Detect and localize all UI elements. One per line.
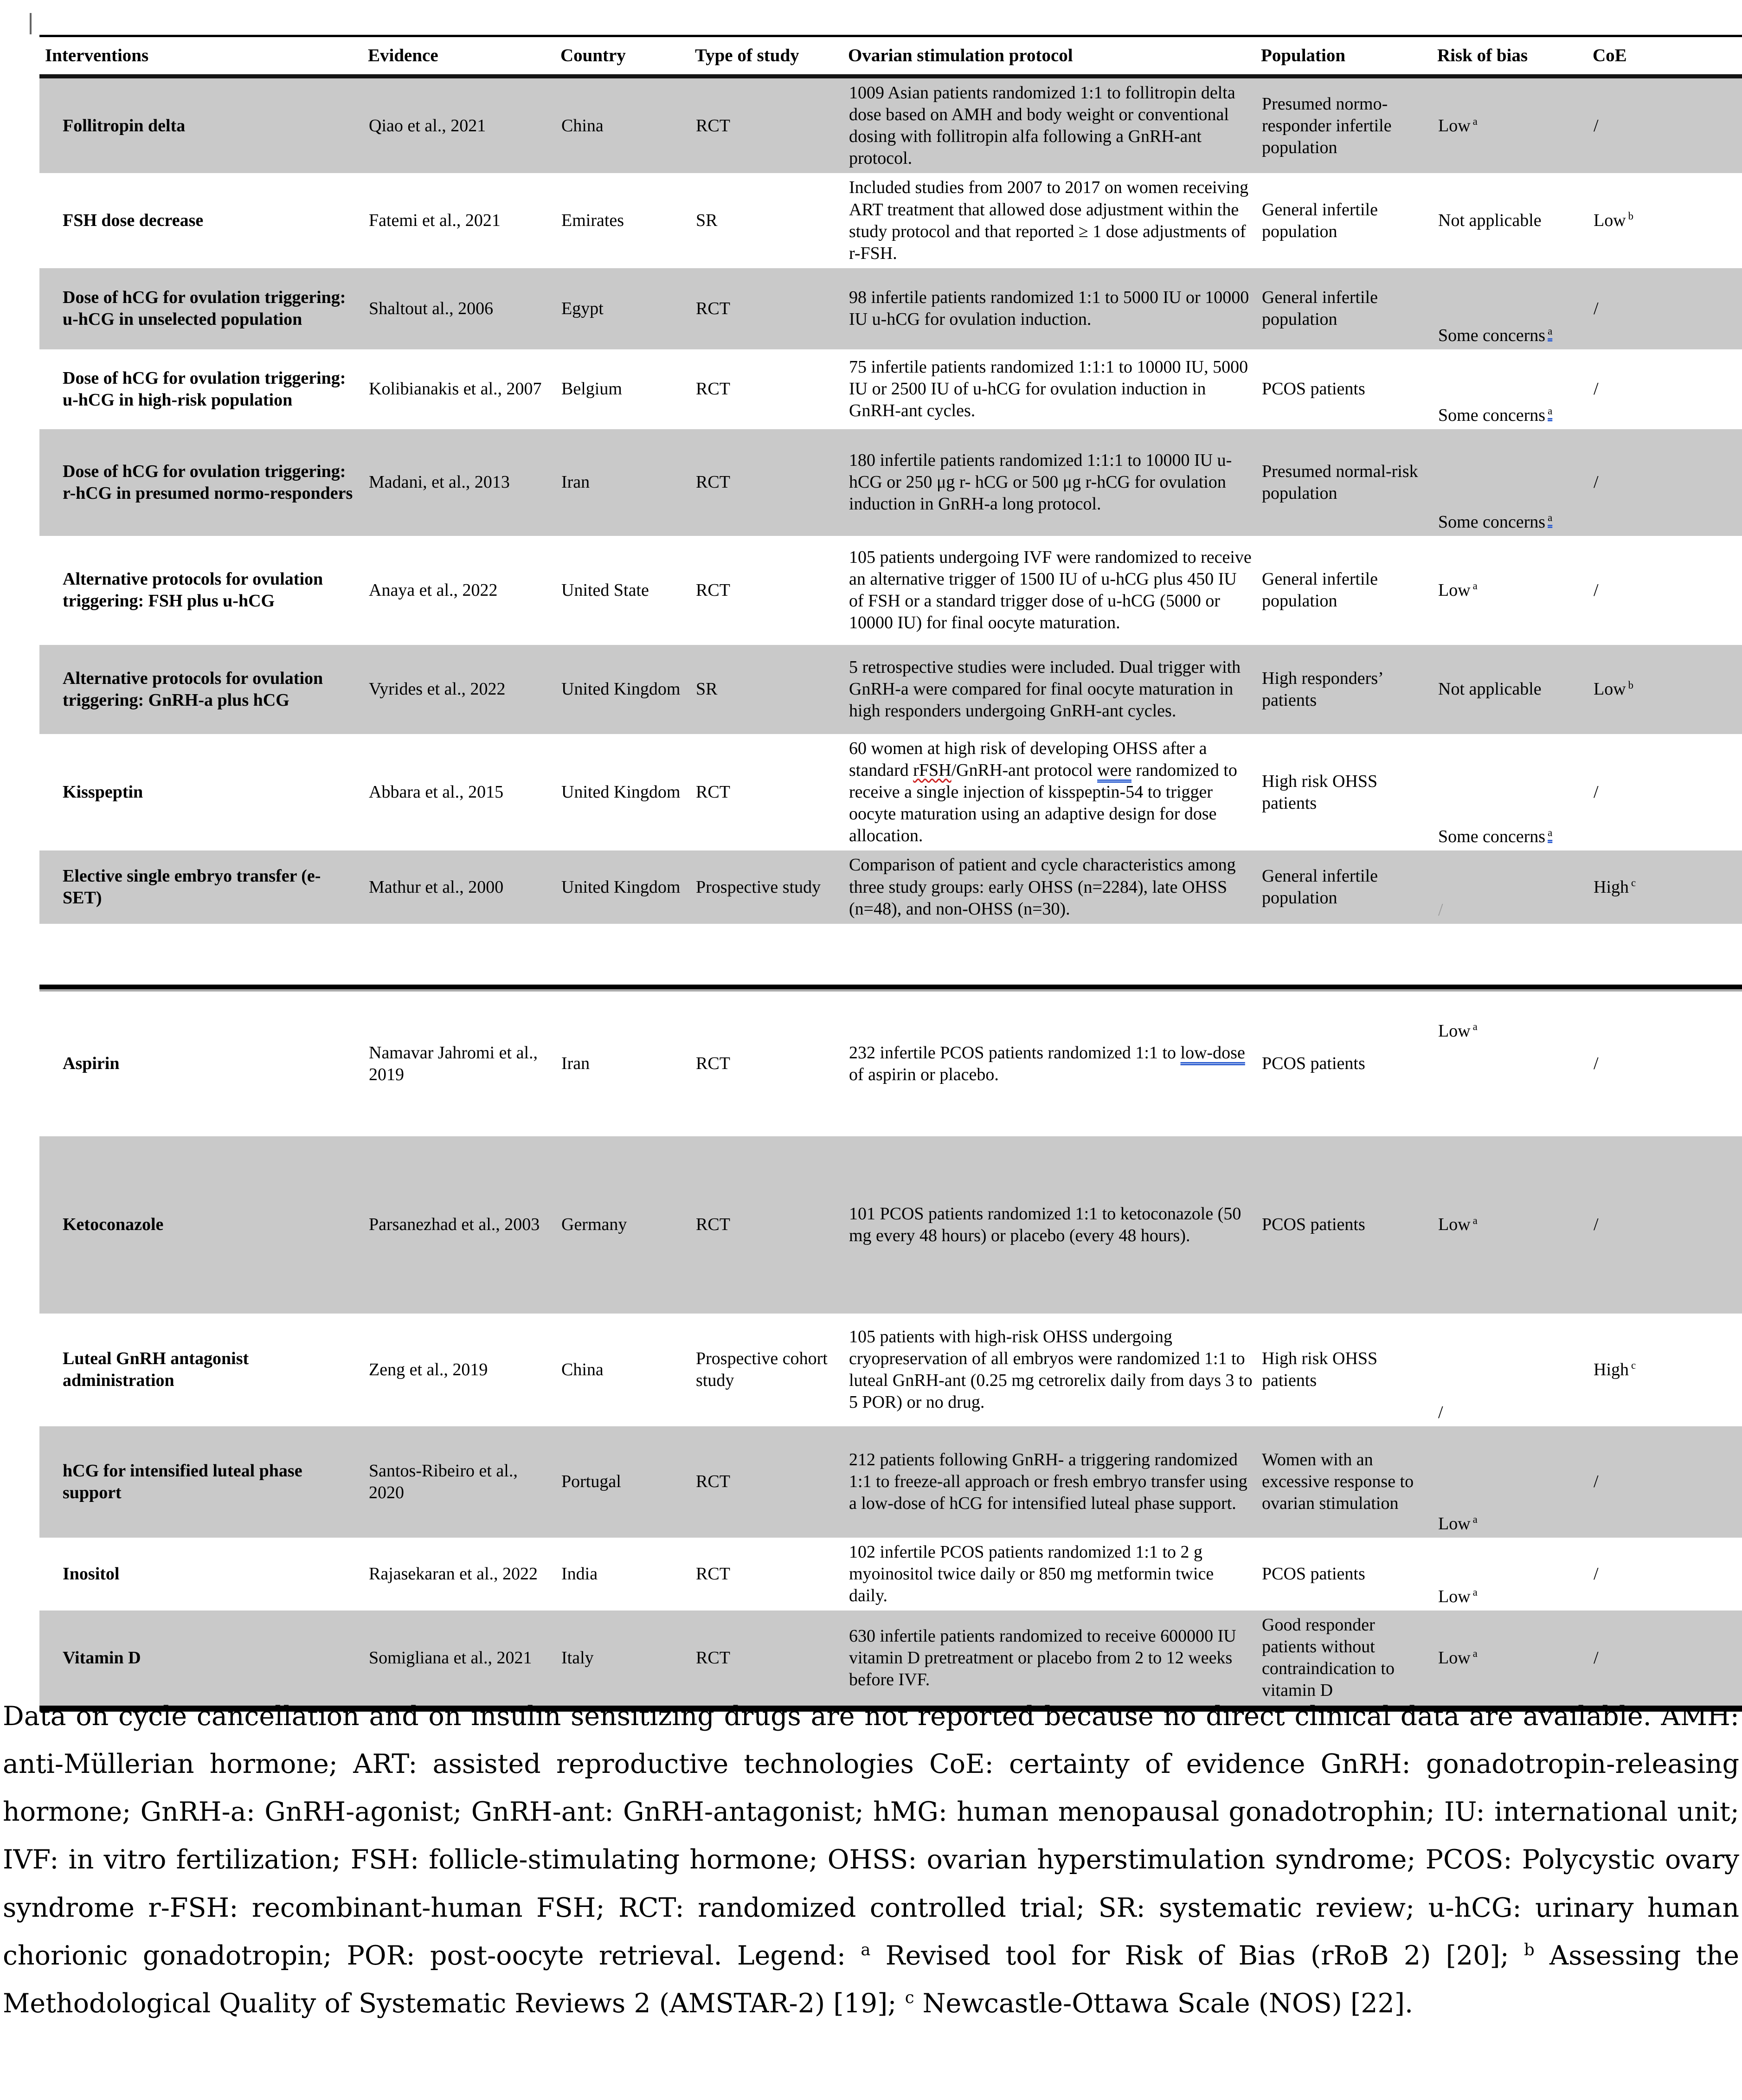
evidence-cell: Vyrides et al., 2022 bbox=[369, 679, 506, 699]
protocol-cell: 5 retrospective studies were included. Dual trigger with GnRH-a were compared for final oocyte maturation in high responders undergoing GnRH-ant cycles. bbox=[849, 657, 1241, 721]
protocol-cell: Comparison of patient and cycle characteristics among three study groups: early OHSS (n=2284), late OHSS (n=48), and non-OHSS (n=30). bbox=[849, 855, 1236, 919]
protocol-cell: 60 women at high risk of developing OHSS after a standard rFSH/GnRH-ant protocol were randomized to receive a single injection of kisspeptin-54 to trigger oocyte maturation using an adaptive design for dose allocation. bbox=[849, 738, 1237, 846]
country-cell: Germany bbox=[561, 1215, 627, 1235]
evidence-cell: Somigliana et al., 2021 bbox=[369, 1648, 532, 1668]
population-cell: High risk OHSS patients bbox=[1262, 1349, 1378, 1391]
column-header-protocol: Ovarian stimulation protocol bbox=[848, 45, 1073, 65]
protocol-cell: 180 infertile patients randomized 1:1:1 to 10000 IU u-hCG or 250 μg r- hCG or 500 μg r-hCG for ovulation induction in GnRH-a long protocol. bbox=[849, 451, 1232, 514]
population-cell: High responders’ patients bbox=[1262, 668, 1382, 710]
table-section-divider bbox=[39, 985, 1742, 992]
coe-cell: / bbox=[1594, 379, 1599, 399]
study-type-cell: RCT bbox=[696, 1564, 730, 1584]
coe-cell: High $^c$ bbox=[1594, 1359, 1636, 1379]
risk-of-bias-cell: Low $^a$ bbox=[1438, 116, 1478, 135]
protocol-cell: 232 infertile PCOS patients randomized 1:1 to low-dose of aspirin or placebo. bbox=[849, 1043, 1245, 1084]
coe-cell: Low $^b$ bbox=[1594, 210, 1634, 231]
intervention-cell: Alternative protocols for ovulation triggering: FSH plus u-hCG bbox=[63, 569, 323, 611]
study-type-cell: RCT bbox=[696, 580, 730, 600]
study-type-cell: RCT bbox=[696, 379, 730, 399]
risk-of-bias-cell: Some concerns $^a$ bbox=[1438, 512, 1553, 532]
intervention-cell: Inositol bbox=[63, 1564, 120, 1584]
protocol-cell: 101 PCOS patients randomized 1:1 to ketoconazole (50 mg every 48 hours) or placebo (every 48 hours). bbox=[849, 1204, 1241, 1245]
table-row bbox=[39, 1136, 1742, 1314]
study-type-cell: RCT bbox=[696, 1648, 730, 1668]
table-row bbox=[39, 173, 1742, 268]
coe-cell: / bbox=[1594, 472, 1599, 492]
column-header-type-of-study: Type of study bbox=[695, 45, 799, 65]
coe-cell: / bbox=[1594, 1215, 1599, 1235]
country-cell: Egypt bbox=[561, 298, 604, 318]
evidence-cell: Madani, et al., 2013 bbox=[369, 472, 510, 492]
risk-of-bias-cell: Not applicable bbox=[1438, 211, 1542, 231]
country-cell: Italy bbox=[561, 1648, 594, 1668]
population-cell: Presumed normo-responder infertile population bbox=[1262, 94, 1392, 157]
evidence-cell: Mathur et al., 2000 bbox=[369, 877, 504, 897]
table-row bbox=[39, 734, 1742, 851]
protocol-cell: 102 infertile PCOS patients randomized 1:1 to 2 g myoinositol twice daily or 850 mg metformin twice daily. bbox=[849, 1542, 1214, 1605]
coe-cell: / bbox=[1594, 1054, 1599, 1074]
coe-cell: / bbox=[1594, 782, 1599, 802]
table-row bbox=[39, 1610, 1742, 1705]
intervention-cell: Ketoconazole bbox=[63, 1215, 164, 1235]
risk-of-bias-cell: Some concerns $^a$ bbox=[1438, 325, 1553, 345]
column-header-interventions: Interventions bbox=[45, 45, 149, 65]
coe-cell: / bbox=[1594, 1472, 1599, 1492]
intervention-name: Follitropin delta bbox=[63, 116, 186, 135]
intervention-cell: Kisspeptin bbox=[63, 782, 143, 802]
column-header-population: Population bbox=[1261, 45, 1346, 65]
table-row bbox=[39, 850, 1742, 923]
evidence-cell: Kolibianakis et al., 2007 bbox=[369, 379, 542, 399]
population-cell: General infertile population bbox=[1262, 866, 1378, 908]
column-header-coe: CoE bbox=[1593, 45, 1627, 65]
country-cell: Belgium bbox=[561, 379, 622, 399]
table-row bbox=[39, 992, 1742, 1136]
risk-of-bias-cell: Some concerns $^a$ bbox=[1438, 826, 1553, 847]
population-cell: Good responder patients without contraindication to vitamin D bbox=[1262, 1615, 1395, 1701]
risk-of-bias-cell: Not applicable bbox=[1438, 679, 1542, 699]
evidence-cell: Zeng et al., 2019 bbox=[369, 1359, 488, 1379]
table-row bbox=[39, 1426, 1742, 1538]
population-cell: General infertile population bbox=[1262, 200, 1378, 241]
protocol-cell: 75 infertile patients randomized 1:1:1 to 10000 IU, 5000 IU or 2500 IU of u-hCG for ovulation induction in GnRH-ant cycles. bbox=[849, 357, 1248, 421]
country-cell: United Kingdom bbox=[561, 679, 681, 699]
study-type-cell: RCT bbox=[696, 1215, 730, 1235]
population-cell: General infertile population bbox=[1262, 288, 1378, 329]
coe-cell: / bbox=[1594, 1648, 1599, 1668]
study-type-cell: RCT bbox=[696, 116, 730, 135]
table-row bbox=[39, 78, 1742, 173]
column-header-evidence: Evidence bbox=[368, 45, 438, 65]
country-cell: United Kingdom bbox=[561, 782, 681, 802]
table-section-gap bbox=[39, 924, 1742, 985]
protocol-cell: 212 patients following GnRH- a triggering randomized 1:1 to freeze-all approach or fresh embryo transfer using a low-dose of hCG for intensified luteal phase support. bbox=[849, 1450, 1247, 1514]
risk-of-bias-cell: Low $^a$ bbox=[1438, 1214, 1478, 1235]
intervention-cell: Dose of hCG for ovulation triggering: u-hCG in unselected population bbox=[63, 288, 346, 329]
protocol-cell: Included studies from 2007 to 2017 on women receiving ART treatment that allowed dose adjustment within the study protocol and that reported ≥ 1 dose adjustments of r-FSH. bbox=[849, 178, 1249, 263]
coe-cell: Low $^b$ bbox=[1594, 679, 1634, 699]
country-cell: United State bbox=[561, 580, 649, 600]
evidence-cell: Qiao et al., 2021 bbox=[369, 116, 486, 135]
intervention-cell: Dose of hCG for ovulation triggering: u-hCG in high-risk population bbox=[63, 368, 346, 410]
study-type-cell: RCT bbox=[696, 1472, 730, 1492]
risk-of-bias-cell: / bbox=[1438, 1402, 1443, 1422]
evidence-cell: Parsanezhad et al., 2003 bbox=[369, 1215, 540, 1235]
risk-of-bias-cell: Low $^a$ bbox=[1438, 1021, 1478, 1041]
risk-of-bias-cell: Low $^a$ bbox=[1438, 580, 1478, 600]
table-header-row bbox=[39, 37, 1742, 78]
country-cell: United Kingdom bbox=[561, 877, 681, 897]
population-cell: PCOS patients bbox=[1262, 379, 1365, 399]
risk-of-bias-cell: Low $^a$ bbox=[1438, 1513, 1478, 1533]
population-cell: PCOS patients bbox=[1262, 1215, 1365, 1235]
protocol-cell: 1009 Asian patients randomized 1:1 to follitropin delta dose based on AMH and body weight or conventional dosing with follitropin alfa following a GnRH-ant protocol. bbox=[849, 83, 1235, 168]
intervention-cell: Luteal GnRH antagonist administration bbox=[63, 1349, 249, 1391]
risk-of-bias-cell: Some concerns $^a$ bbox=[1438, 405, 1553, 425]
column-header-risk-of-bias: Risk of bias bbox=[1437, 45, 1528, 65]
risk-of-bias-cell: Low $^a$ bbox=[1438, 1586, 1478, 1606]
population-cell: High risk OHSS patients bbox=[1262, 771, 1378, 813]
table-row bbox=[39, 349, 1742, 429]
table-row bbox=[39, 1538, 1742, 1610]
footnote-text: Data on cycle cancellation and on insulin sensitizing drugs are not reported because no direct clinical data are available. AMH: anti-Müllerian hormone; ART: assisted reproductive technologies CoE: certainty of evidence GnRH: gonadotropin-releasing hormone; GnRH-a: GnRH-agonist; GnRH-ant: GnRH-antagonist; hMG: human menopausal gonadotrophin; IU: international unit; IVF: in vitro fertilization; FSH: follicle-stimulating hormone; OHSS: ovarian hyperstimulation syndrome; PCOS: Polycystic ovary syndrome r-FSH: recombinant-human FSH; RCT: randomized controlled trial; SR: systematic review; u-hCG: urinary human chorionic gonadotropin; POR: post-oocyte retrieval. Legend: $^a$ Revised tool for Risk of Bias (rRoB 2) [20]; $^b$ Assessing the Methodological Quality of Systematic Reviews 2 (AMSTAR-2) [19]; $^c$ Newcastle-Ottawa Scale (NOS) [22]. bbox=[3, 1701, 1739, 2019]
study-type-cell: RCT bbox=[696, 1054, 730, 1074]
evidence-cell: Rajasekaran et al., 2022 bbox=[369, 1564, 538, 1584]
population-cell: General infertile population bbox=[1262, 569, 1378, 611]
intervention-cell: Elective single embryo transfer (e-SET) bbox=[63, 866, 321, 908]
table-row bbox=[39, 429, 1742, 536]
country-cell: Iran bbox=[561, 472, 590, 492]
risk-of-bias-cell: / bbox=[1438, 900, 1443, 920]
intervention-cell: Alternative protocols for ovulation triggering: GnRH-a plus hCG bbox=[63, 668, 323, 710]
study-type-cell: RCT bbox=[696, 472, 730, 492]
study-type-cell: SR bbox=[696, 679, 718, 699]
coe-cell: / bbox=[1594, 1564, 1599, 1584]
population-cell: PCOS patients bbox=[1262, 1564, 1365, 1584]
intervention-cell: Vitamin D bbox=[63, 1648, 141, 1668]
coe-cell: / bbox=[1594, 116, 1599, 135]
intervention-cell: Aspirin bbox=[63, 1054, 120, 1074]
study-type-cell: RCT bbox=[696, 782, 730, 802]
country-cell: Emirates bbox=[561, 211, 624, 231]
intervention-cell: FSH dose decrease bbox=[63, 211, 204, 231]
evidence-cell: Anaya et al., 2022 bbox=[369, 580, 498, 600]
country-cell: China bbox=[561, 1359, 604, 1379]
population-cell: Women with an excessive response to ovarian stimulation bbox=[1262, 1450, 1414, 1514]
study-type-cell: Prospective cohort study bbox=[696, 1349, 828, 1391]
country-cell: Portugal bbox=[561, 1472, 621, 1492]
table-row bbox=[39, 536, 1742, 645]
table-row bbox=[39, 268, 1742, 349]
table-row bbox=[39, 645, 1742, 734]
table-row bbox=[39, 1314, 1742, 1426]
protocol-cell: 105 patients undergoing IVF were randomized to receive an alternative trigger of 1500 IU of u-hCG plus 450 IU of FSH or a standard trigger dose of u-hCG (5000 or 10000 IU) for final oocyte maturation. bbox=[849, 548, 1252, 633]
coe-cell: / bbox=[1594, 580, 1599, 600]
evidence-cell: Namavar Jahromi et al., 2019 bbox=[369, 1043, 538, 1084]
coe-cell: / bbox=[1594, 298, 1599, 318]
protocol-cell: 98 infertile patients randomized 1:1 to 5000 IU or 10000 IU u-hCG for ovulation induction. bbox=[849, 288, 1249, 329]
evidence-cell: Santos-Ribeiro et al., 2020 bbox=[369, 1461, 518, 1502]
study-type-cell: RCT bbox=[696, 298, 730, 318]
protocol-cell: 630 infertile patients randomized to receive 600000 IU vitamin D pretreatment or placebo from 2 to 12 weeks before IVF. bbox=[849, 1626, 1236, 1689]
evidence-cell: Fatemi et al., 2021 bbox=[369, 211, 501, 231]
column-header-country: Country bbox=[560, 45, 626, 65]
country-cell: Iran bbox=[561, 1054, 590, 1074]
population-cell: PCOS patients bbox=[1262, 1054, 1365, 1074]
study-type-cell: Prospective study bbox=[696, 877, 821, 897]
country-cell: China bbox=[561, 116, 604, 135]
evidence-cell: Abbara et al., 2015 bbox=[369, 782, 504, 802]
evidence-cell: Shaltout al., 2006 bbox=[369, 298, 494, 318]
intervention-cell bbox=[39, 78, 364, 173]
country-cell: India bbox=[561, 1564, 598, 1584]
risk-of-bias-cell: Low $^a$ bbox=[1438, 1648, 1478, 1668]
study-type-cell: SR bbox=[696, 211, 718, 231]
protocol-cell: 105 patients with high-risk OHSS undergoing cryopreservation of all embryos were randomized 1:1 to luteal GnRH-ant (0.25 mg cetrorelix daily from days 3 to 5 POR) or no drug. bbox=[849, 1327, 1253, 1412]
interventions-table bbox=[39, 35, 1742, 1712]
text-cursor-artifact bbox=[30, 13, 32, 34]
intervention-cell: Dose of hCG for ovulation triggering: r-hCG in presumed normo-responders bbox=[63, 461, 353, 503]
population-cell: Presumed normal-risk population bbox=[1262, 461, 1418, 503]
coe-cell: High $^c$ bbox=[1594, 876, 1636, 897]
intervention-cell: hCG for intensified luteal phase support bbox=[63, 1461, 302, 1502]
